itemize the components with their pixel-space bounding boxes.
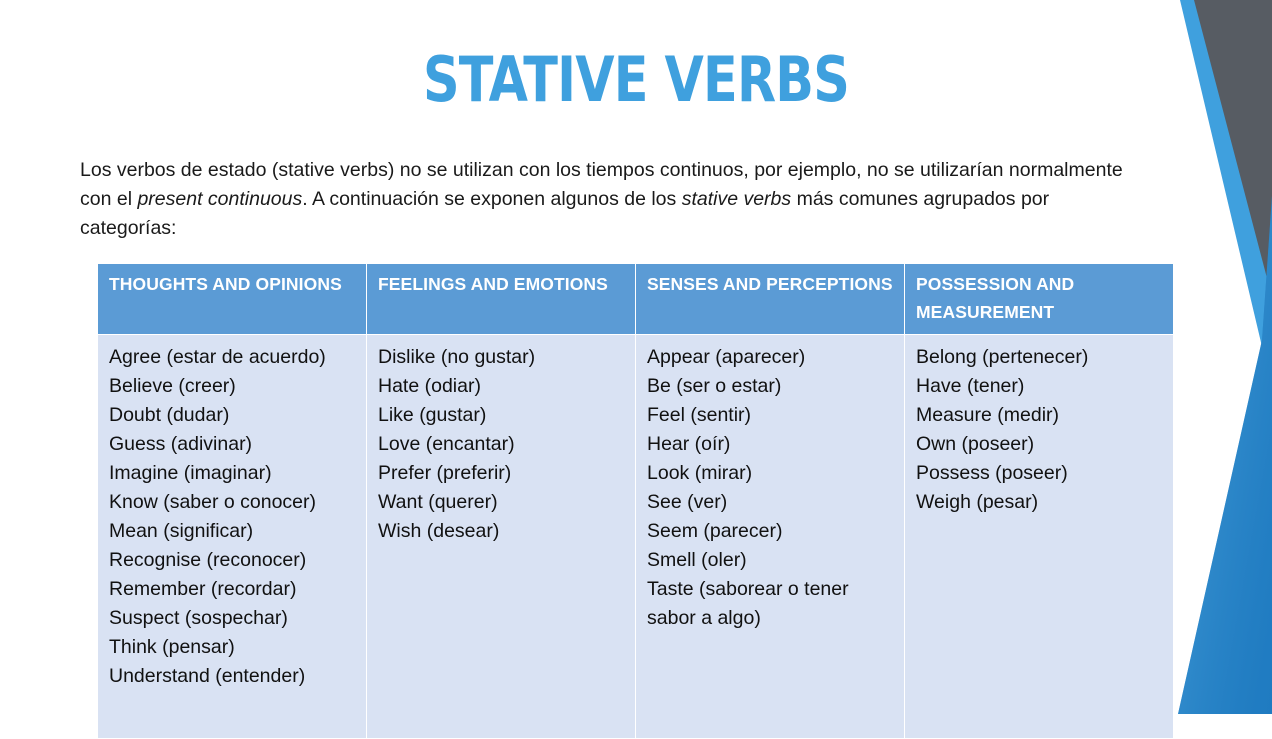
column-header-senses: SENSES AND PERCEPTIONS <box>636 264 905 335</box>
list-item: Belong (pertenecer) <box>916 346 1089 368</box>
table-cell-thoughts <box>98 335 367 739</box>
verb-list-possession <box>916 343 1163 517</box>
verb-list-thoughts <box>109 343 356 691</box>
list-item: Mean (significar) <box>109 520 254 542</box>
list-item: Seem (parecer) <box>647 520 783 542</box>
blue-wedge-gradient <box>1178 196 1272 714</box>
page-title: STATIVE VERBS <box>422 43 850 116</box>
list-item: Suspect (sospechar) <box>109 607 288 629</box>
list-item: Own (poseer) <box>916 433 1035 455</box>
list-item: Taste (saborear o tener sabor a algo) <box>647 578 849 629</box>
list-item: Measure (medir) <box>916 404 1060 426</box>
list-item: Smell (oler) <box>647 549 747 571</box>
column-header-thoughts: THOUGHTS AND OPINIONS <box>98 264 367 335</box>
list-item: Have (tener) <box>916 375 1025 397</box>
column-header-possession: POSSESSION AND MEASUREMENT <box>905 264 1174 335</box>
verb-list-senses <box>647 343 894 633</box>
column-header-feelings: FEELINGS AND EMOTIONS <box>367 264 636 335</box>
list-item: Guess (adivinar) <box>109 433 253 455</box>
table-header-row <box>98 264 1174 335</box>
list-item: Love (encantar) <box>378 433 515 455</box>
list-item: Think (pensar) <box>109 636 235 658</box>
list-item: Remember (recordar) <box>109 578 297 600</box>
table-row <box>98 335 1174 739</box>
list-item: Believe (creer) <box>109 375 236 397</box>
list-item: Look (mirar) <box>647 462 753 484</box>
list-item: Like (gustar) <box>378 404 487 426</box>
table-cell-possession <box>905 335 1174 739</box>
list-item: Possess (poseer) <box>916 462 1068 484</box>
list-item: Wish (desear) <box>378 520 500 542</box>
list-item: Recognise (reconocer) <box>109 549 307 571</box>
list-item: Agree (estar de acuerdo) <box>109 346 326 368</box>
list-item: Feel (sentir) <box>647 404 752 426</box>
list-item: Dislike (no gustar) <box>378 346 536 368</box>
list-item: Prefer (preferir) <box>378 462 512 484</box>
blue-wedge-shape <box>1178 196 1272 714</box>
list-item: Imagine (imaginar) <box>109 462 272 484</box>
list-item: See (ver) <box>647 491 728 513</box>
list-item: Doubt (dudar) <box>109 404 230 426</box>
gray-wedge-shape <box>1190 0 1272 300</box>
list-item: Know (saber o conocer) <box>109 491 317 513</box>
list-item: Understand (entender) <box>109 665 306 687</box>
table-cell-feelings <box>367 335 636 739</box>
list-item: Want (querer) <box>378 491 498 513</box>
list-item: Appear (aparecer) <box>647 346 806 368</box>
intro-paragraph: Los verbos de estado (stative verbs) no se utilizan con los tiempos continuos, por ejemplo, no se utilizarían normalmente con el present continuous. A continuación se exponen algunos de los stative verbs más comunes agrupados por categorías: <box>80 159 1123 239</box>
verb-list-feelings <box>378 343 625 546</box>
list-item: Weigh (pesar) <box>916 491 1039 513</box>
stative-verbs-table <box>97 263 1174 739</box>
list-item: Be (ser o estar) <box>647 375 782 397</box>
list-item: Hear (oír) <box>647 433 731 455</box>
list-item: Hate (odiar) <box>378 375 481 397</box>
light-blue-wedge-shape <box>1180 0 1268 372</box>
table-cell-senses <box>636 335 905 739</box>
